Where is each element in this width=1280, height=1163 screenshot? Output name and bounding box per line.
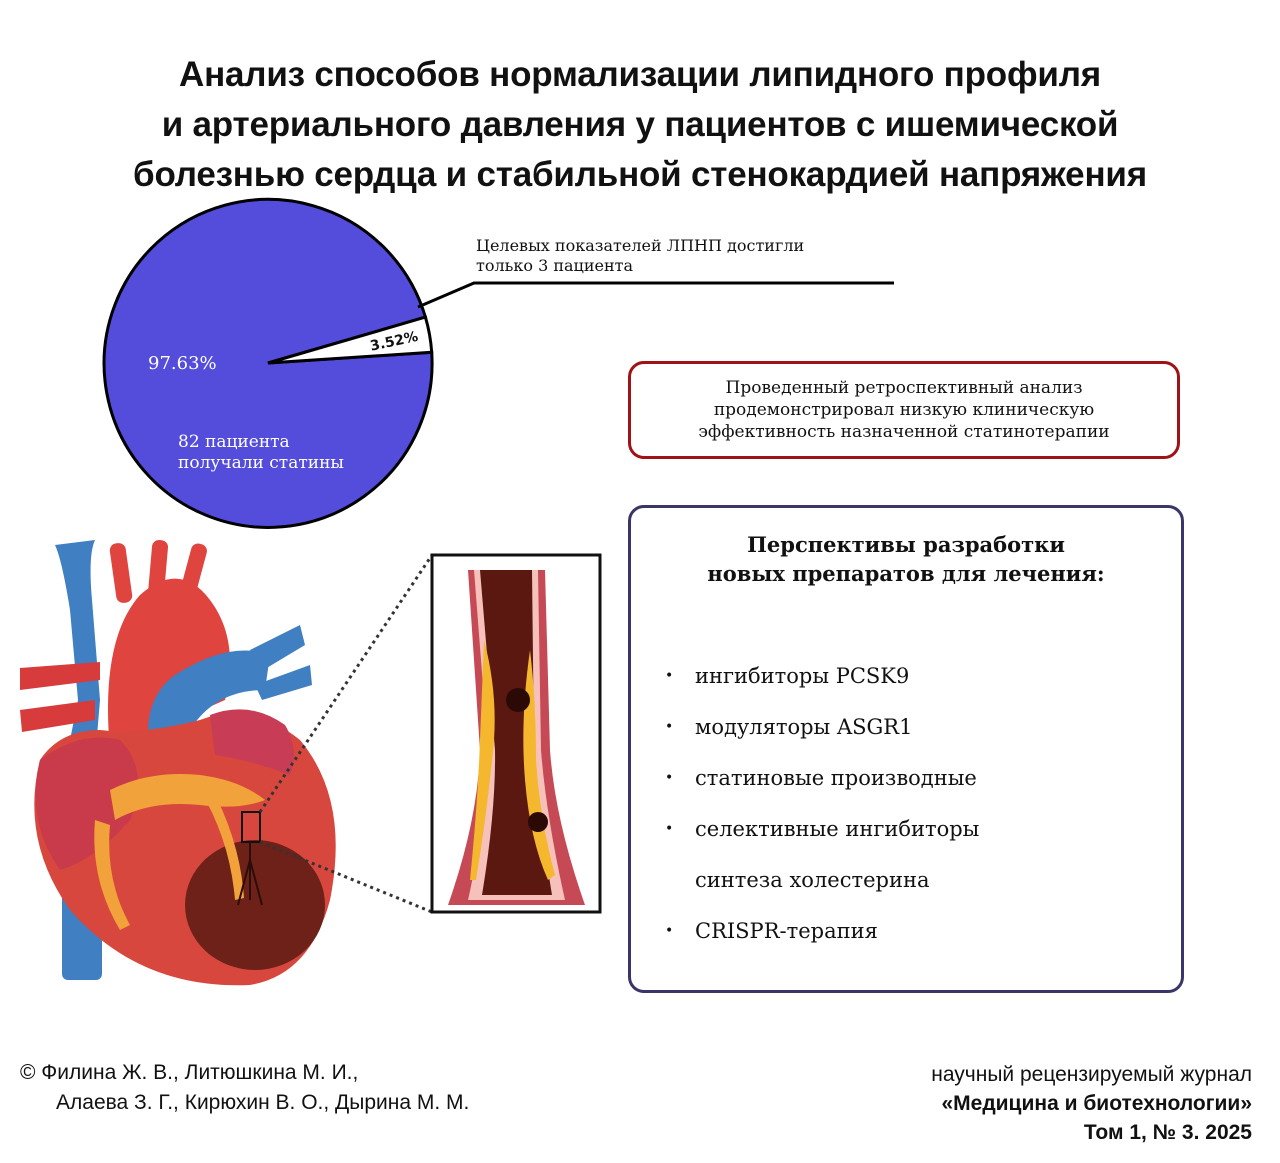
bullet-icon: • xyxy=(665,668,674,684)
pie-slice-main-label: 97.63% xyxy=(148,353,217,374)
bullet-icon: • xyxy=(665,821,674,837)
list-item xyxy=(665,656,979,707)
pie-inside-note xyxy=(178,432,344,474)
perspectives-list xyxy=(665,656,979,962)
pie-callout xyxy=(476,236,896,276)
conclusion-box xyxy=(628,361,1180,459)
callout-line-2: только 3 пациента xyxy=(476,256,634,275)
list-item-text: модуляторы ASGR1 xyxy=(695,715,913,739)
perspectives-heading xyxy=(631,530,1181,588)
journal-line-3: Том 1, № 3. 2025 xyxy=(1083,1121,1252,1144)
conclusion-line-2: продемонстрировал низкую клиническую xyxy=(713,400,1095,420)
authors-line-1: © Филина Ж. В., Литюшкина М. И., xyxy=(20,1061,359,1084)
list-item-continuation xyxy=(665,860,979,911)
list-item xyxy=(665,809,979,860)
perspectives-heading-line-1: Перспективы разработки xyxy=(747,532,1065,557)
bullet-icon: • xyxy=(665,923,674,939)
heart-illustration xyxy=(20,539,336,985)
title-line-3: болезнью сердца и стабильной стенокардией напряжения xyxy=(133,155,1147,194)
authors xyxy=(20,1058,469,1118)
conclusion-line-3: эффективность назначенной статинотерапии xyxy=(698,422,1110,442)
perspectives-box xyxy=(628,505,1184,993)
list-item-text: статиновые производные xyxy=(695,766,977,790)
title-line-1: Анализ способов нормализации липидного профиля xyxy=(179,55,1101,94)
inside-note-line-1: 82 пациента xyxy=(178,432,290,452)
list-item xyxy=(665,758,979,809)
list-item-text: селективные ингибиторы xyxy=(695,817,980,841)
journal-line-1: научный рецензируемый журнал xyxy=(931,1063,1252,1086)
journal-line-2: «Медицина и биотехнологии» xyxy=(941,1092,1252,1115)
authors-line-2: Алаева З. Г., Кирюхин В. О., Дырина М. М. xyxy=(56,1091,470,1114)
perspectives-heading-line-2: новых препаратов для лечения: xyxy=(707,561,1105,586)
list-item-text: синтеза холестерина xyxy=(695,868,930,892)
list-item xyxy=(665,911,979,962)
bullet-icon: • xyxy=(665,719,674,735)
callout-leader-line xyxy=(418,283,894,307)
conclusion-line-1: Проведенный ретроспективный анализ xyxy=(725,378,1083,398)
list-item xyxy=(665,707,979,758)
list-item-text: CRISPR-терапия xyxy=(695,919,878,943)
title-line-2: и артериального давления у пациентов с ишемической xyxy=(161,105,1119,144)
inside-note-line-2: получали статины xyxy=(178,453,344,473)
pie-slice-small-label: 3.52% xyxy=(368,328,420,355)
list-item-text: ингибиторы PCSK9 xyxy=(695,664,910,688)
callout-line-1: Целевых показателей ЛПНП достигли xyxy=(476,236,805,255)
journal-info xyxy=(931,1060,1252,1147)
artery-plaque-illustration xyxy=(432,555,600,912)
bullet-icon: • xyxy=(665,770,674,786)
